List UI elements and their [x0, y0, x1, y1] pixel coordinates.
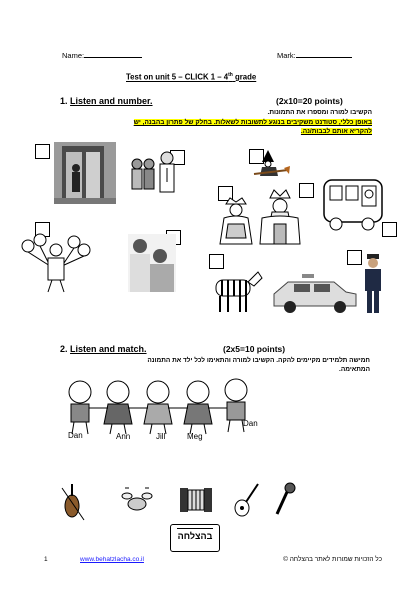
kid-name: Jill — [156, 432, 166, 441]
answer-box[interactable] — [209, 254, 224, 269]
violin-icon — [62, 482, 86, 522]
microphone-icon — [274, 482, 296, 518]
name-label: Name: — [62, 51, 85, 60]
section2-instruction: חמישה תלמידים מקיימים להקה. הקשיבו למורה והתאימו לכל ילד את התמונה המתאימה. — [147, 357, 370, 373]
answer-box[interactable] — [35, 144, 50, 159]
phone-booth-image — [54, 142, 116, 204]
page-number: 1 — [44, 556, 48, 563]
site-link[interactable]: www.behatzlacha.co.il — [80, 556, 144, 563]
kid-name: Ann — [116, 432, 131, 441]
doctor-patient-image — [128, 234, 176, 292]
mark-field — [277, 49, 352, 60]
mark-label: Mark: — [277, 51, 296, 60]
section1-points: (2x10=20 points) — [276, 96, 343, 106]
kid-name: Dan — [243, 419, 258, 428]
section2-points: (2x5=10 points) — [223, 344, 286, 354]
name-line — [84, 49, 142, 58]
section1-note: באופן כללי, סטודנט משקיבים בנוגע לתשובות לשאלות. בחלק של פתרון בהבנה, יש להקריא אותם לבבות/נה. — [133, 119, 372, 135]
page-title: Test on unit 5 – CLICK 1 – 4th grade — [126, 72, 257, 82]
zebra-image — [208, 270, 264, 314]
policeman-image — [362, 254, 384, 316]
name-field — [62, 49, 142, 60]
behatzlacha-logo: בהצלחה — [170, 524, 220, 552]
kid-name: Meg — [187, 432, 203, 441]
section1-heading: 1. Listen and number. — [60, 96, 153, 106]
kid-name: Dan — [68, 431, 83, 440]
answer-box[interactable] — [347, 250, 362, 265]
section2-heading: 2. Listen and match. — [60, 344, 147, 354]
mark-line — [296, 49, 352, 58]
bus-image — [322, 176, 386, 232]
guitar-icon — [234, 482, 260, 518]
witch-image — [254, 150, 290, 182]
clown-balloons-image — [20, 232, 92, 294]
doctor-children-image — [127, 148, 182, 198]
accordion-icon — [180, 486, 212, 514]
drum-kit-icon — [122, 486, 152, 512]
section1-instruction: הקשיבו למורה ומספרו את התמונות. — [267, 109, 372, 116]
dancing-kids-image — [62, 380, 256, 436]
police-car-image — [272, 272, 358, 314]
copyright: כל הזכויות שמורות לאתר בהצלחה © — [283, 556, 382, 563]
king-image — [258, 190, 302, 244]
queen-image — [218, 198, 254, 244]
